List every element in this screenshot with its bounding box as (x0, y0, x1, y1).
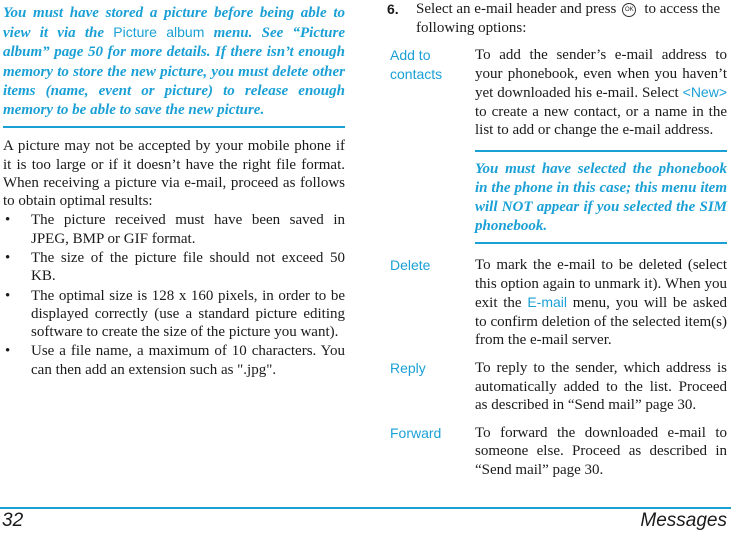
bullet-icon: • (5, 250, 11, 266)
step-text-before: Select an e-mail header and press (416, 1, 617, 17)
ok-key-icon: OK (622, 3, 636, 17)
bullet-icon: • (5, 287, 11, 304)
list-item-text: The size of the picture file should not exceed 50 KB. (31, 250, 345, 285)
option-delete (387, 256, 727, 350)
list-item-text: The picture received must have been saved in JPEG, BMP or GIF format. (31, 212, 345, 247)
list-item (3, 249, 345, 286)
note-text-part1: You must have stored a picture before being able to view it via the (3, 5, 345, 42)
bullet-icon: • (5, 343, 11, 360)
option-label: Add to contacts (390, 47, 443, 82)
list-item-text: The optimal size is 128 x 160 pixels, in order to be displayed correctly (use a standard picture editing software to create the size of the picture you want). (31, 287, 345, 341)
phonebook-note: You must have selected the phonebook in the phone in this case; this menu item will NOT appear if you selected the SIM phonebook. (475, 150, 727, 244)
description-text: menu, you will be asked to confirm deletion of the selected item(s) from the e-mail server. (475, 295, 727, 349)
footer-divider (0, 507, 731, 509)
new-keyword: <New> (682, 84, 727, 101)
option-reply (387, 359, 727, 415)
left-column (3, 4, 345, 380)
step-6 (387, 0, 727, 38)
description-text: To add the sender’s e-mail address to your phonebook, even when you haven’t yet downloaded his e-mail. Select (475, 47, 727, 102)
option-label: Forward (390, 424, 442, 441)
list-item (3, 342, 345, 379)
description-text: to create a new contact, or a name in the list to add or change the e-mail address. (475, 103, 727, 139)
section-title: Messages (640, 510, 727, 531)
option-description: To reply to the sender, which address is automatically added to the list. Proceed as described in “Send mail” page 30. (475, 359, 727, 414)
list-item (3, 287, 345, 342)
note-text-part2: menu. See “Picture album” page 50 for more details. If there isn’t enough memory to store the new picture, you must delete other items (name, event or picture) to release enough memory to be able to save the new picture. (3, 25, 345, 119)
list-item-text: Use a file name, a maximum of 10 characters. You can then add an extension such as ".jpg". (31, 343, 345, 378)
option-forward (387, 424, 727, 480)
requirements-list (3, 211, 345, 379)
option-label: Delete (390, 256, 431, 273)
description-text: To mark the e-mail to be deleted (select this option again to unmark it). When you exit the (475, 256, 727, 312)
option-add-to-contacts (387, 46, 727, 244)
step-number: 6. (387, 1, 399, 17)
picture-album-keyword: Picture album (113, 24, 205, 41)
intro-paragraph: A picture may not be accepted by your mobile phone if it is too large or if it doesn’t have the right file format. When receiving a picture via e-mail, proceed as follows to obtain optimal results: (3, 138, 345, 210)
option-description: To forward the downloaded e-mail to someone else. Proceed as described in “Send mail” page 30. (475, 424, 727, 478)
option-description (475, 256, 727, 350)
right-column (387, 0, 727, 480)
picture-album-note (3, 4, 345, 128)
bullet-icon: • (5, 212, 11, 229)
email-menu-keyword: E-mail (527, 294, 567, 311)
step-text-after: to access the following options: (416, 1, 721, 36)
list-item (3, 211, 345, 248)
option-description (475, 46, 727, 140)
page-number: 32 (2, 510, 24, 531)
option-label: Reply (390, 359, 426, 376)
